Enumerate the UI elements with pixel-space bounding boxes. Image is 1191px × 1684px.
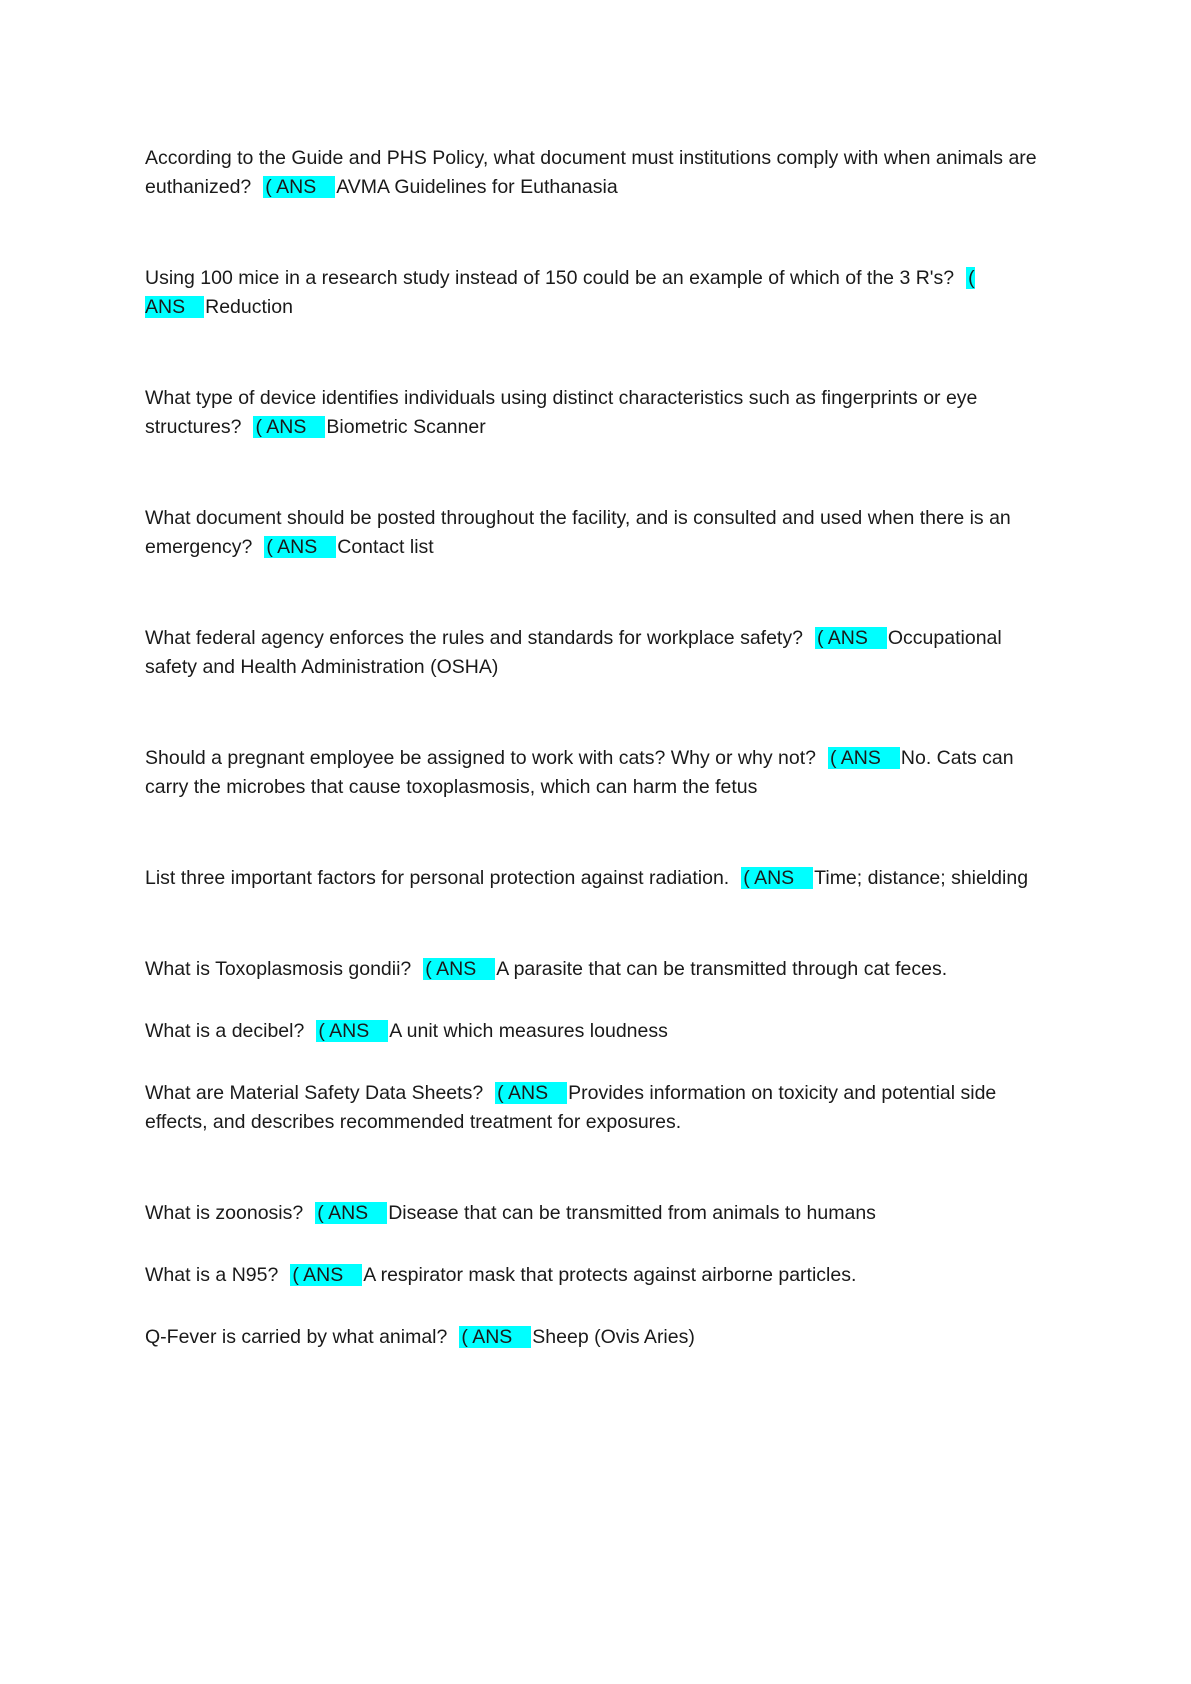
ans-highlight: ( ANS — [263, 176, 335, 198]
question-text: What is a N95? — [145, 1264, 279, 1286]
question-text: Should a pregnant employee be assigned to work with cats? Why or why not? — [145, 747, 816, 769]
question-text: What is zoonosis? — [145, 1202, 304, 1224]
qa-item — [145, 1323, 1050, 1352]
ans-highlight: ( ANS — [459, 1326, 531, 1348]
question-text: What federal agency enforces the rules and standards for workplace safety? — [145, 627, 803, 649]
ans-highlight: ( ANS — [316, 1020, 388, 1042]
ans-highlight: ( ANS — [145, 267, 975, 318]
qa-item — [145, 504, 1050, 562]
ans-highlight: ( ANS — [423, 958, 495, 980]
qa-item — [145, 624, 1050, 682]
answer-text: AVMA Guidelines for Euthanasia — [336, 176, 618, 198]
ans-highlight: ( ANS — [253, 416, 325, 438]
answer-text: Contact list — [337, 536, 434, 558]
question-text: What is a decibel? — [145, 1020, 305, 1042]
answer-text: Time; distance; shielding — [814, 867, 1029, 889]
question-text: What type of device identifies individuals using distinct characteristics such as fingerprints or eye structures? — [145, 387, 978, 438]
ans-highlight: ( ANS — [828, 747, 900, 769]
answer-text: Occupational safety and Health Administration (OSHA) — [145, 627, 1002, 678]
question-text: Q-Fever is carried by what animal? — [145, 1326, 448, 1348]
question-text: What is Toxoplasmosis gondii? — [145, 958, 412, 980]
qa-item — [145, 1199, 1050, 1228]
answer-text: No. Cats can carry the microbes that cause toxoplasmosis, which can harm the fetus — [145, 747, 1014, 798]
qa-item — [145, 1079, 1050, 1137]
question-text: According to the Guide and PHS Policy, what document must institutions comply with when animals are euthanized? — [145, 147, 1037, 198]
qa-item — [145, 744, 1050, 802]
ans-highlight: ( ANS — [815, 627, 887, 649]
qa-item — [145, 144, 1050, 202]
answer-text: A unit which measures loudness — [389, 1020, 668, 1042]
answer-text: Disease that can be transmitted from animals to humans — [388, 1202, 876, 1224]
qa-item — [145, 384, 1050, 442]
qa-list — [145, 144, 1050, 1385]
ans-highlight: ( ANS — [315, 1202, 387, 1224]
answer-text: A parasite that can be transmitted through cat feces. — [496, 958, 948, 980]
answer-text: Reduction — [205, 296, 293, 318]
answer-text: Sheep (Ovis Aries) — [532, 1326, 695, 1348]
question-text: What document should be posted throughout the facility, and is consulted and used when there is an emergency? — [145, 507, 1011, 558]
qa-item — [145, 864, 1050, 893]
ans-highlight: ( ANS — [264, 536, 336, 558]
ans-highlight: ( ANS — [495, 1082, 567, 1104]
answer-text: Provides information on toxicity and potential side effects, and describes recommended treatment for exposures. — [145, 1082, 997, 1133]
question-text: List three important factors for personal protection against radiation. — [145, 867, 730, 889]
ans-highlight: ( ANS — [290, 1264, 362, 1286]
qa-item — [145, 955, 1050, 984]
answer-text: Biometric Scanner — [326, 416, 486, 438]
qa-item — [145, 1017, 1050, 1046]
ans-highlight: ( ANS — [741, 867, 813, 889]
qa-item — [145, 264, 1050, 322]
question-text: Using 100 mice in a research study instead of 150 could be an example of which of the 3 R's? — [145, 267, 955, 289]
answer-text: A respirator mask that protects against airborne particles. — [363, 1264, 857, 1286]
qa-item — [145, 1261, 1050, 1290]
question-text: What are Material Safety Data Sheets? — [145, 1082, 484, 1104]
